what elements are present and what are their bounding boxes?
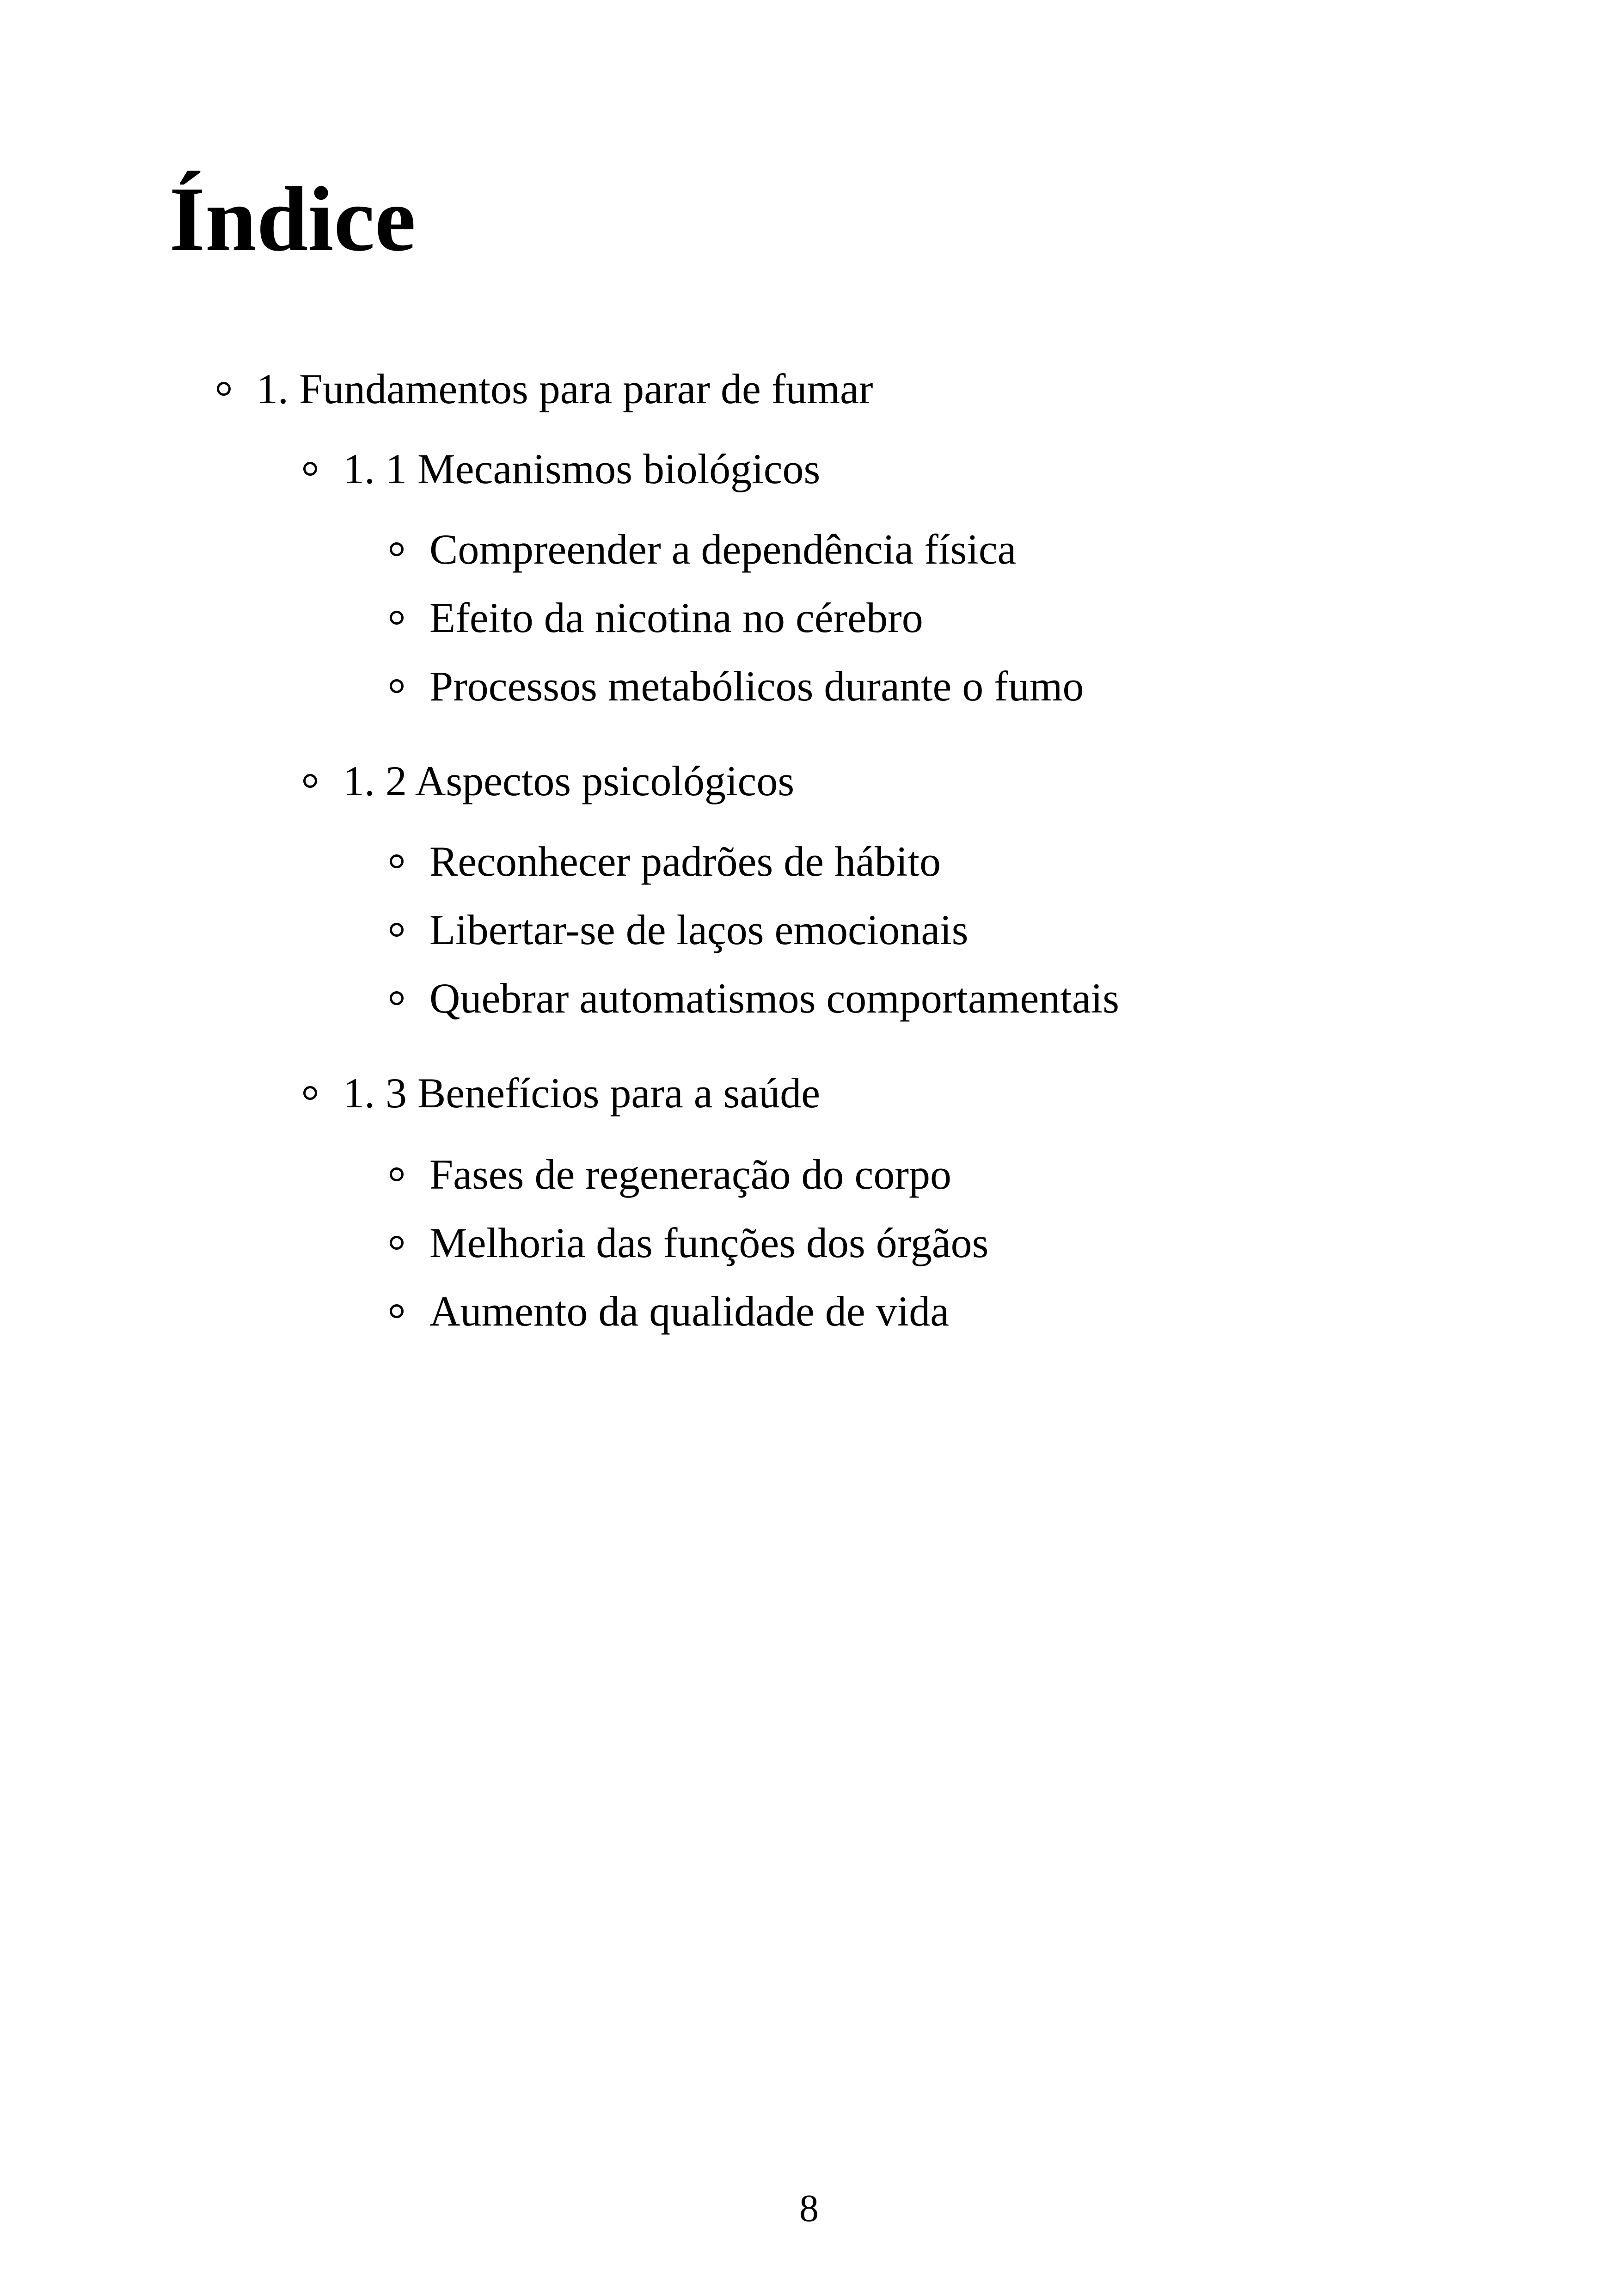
toc-item-label: 1. Fundamentos para parar de fumar [257, 365, 873, 412]
hollow-circle-bullet-icon [390, 854, 404, 868]
hollow-circle-bullet-icon [390, 923, 404, 937]
toc-item-label: 1. 1 Mecanismos biológicos [343, 445, 821, 492]
toc-item-label: Quebrar automatismos comportamentais [429, 975, 1120, 1022]
toc-item-label: Compreender a dependência física [429, 526, 1017, 573]
toc-item-label: Fases de regeneração do corpo [429, 1151, 952, 1198]
hollow-circle-bullet-icon [390, 679, 404, 693]
hollow-circle-bullet-icon [303, 462, 317, 476]
hollow-circle-bullet-icon [390, 991, 404, 1005]
toc-item-qualidade-vida[interactable] [390, 1288, 950, 1335]
hollow-circle-bullet-icon [390, 611, 404, 625]
hollow-circle-bullet-icon [303, 774, 317, 788]
toc-item-fundamentos[interactable] [217, 365, 873, 412]
toc-item-label: Processos metabólicos durante o fumo [429, 663, 1084, 710]
toc-item-label: 1. 3 Benefícios para a saúde [343, 1069, 821, 1117]
toc-item-label: Aumento da qualidade de vida [429, 1288, 950, 1335]
toc-item-mecanismos-biologicos[interactable] [303, 445, 821, 492]
toc-item-label: Libertar-se de laços emocionais [429, 906, 968, 953]
toc-item-automatismos[interactable] [390, 975, 1120, 1022]
toc-item-aspectos-psicologicos[interactable] [303, 757, 795, 804]
toc-item-beneficios-saude[interactable] [303, 1069, 821, 1117]
page-title: Índice [169, 168, 416, 270]
toc-item-efeito-nicotina[interactable] [390, 596, 923, 639]
toc-item-label: Melhoria das funções dos órgãos [429, 1219, 989, 1266]
toc-item-padroes-habito[interactable] [390, 840, 941, 883]
hollow-circle-bullet-icon [390, 1304, 404, 1318]
hollow-circle-bullet-icon [217, 382, 231, 396]
hollow-circle-bullet-icon [390, 542, 404, 556]
hollow-circle-bullet-icon [390, 1167, 404, 1181]
toc-item-label: Efeito da nicotina no cérebro [429, 594, 923, 641]
hollow-circle-bullet-icon [303, 1086, 317, 1100]
page-number: 8 [799, 2187, 819, 2230]
toc-item-lacos-emocionais[interactable] [390, 906, 968, 953]
toc-item-funcoes-orgaos[interactable] [390, 1219, 989, 1266]
toc-item-label: Reconhecer padrões de hábito [429, 838, 941, 885]
toc-item-regeneracao-corpo[interactable] [390, 1153, 951, 1196]
toc-item-processos-metabolicos[interactable] [390, 663, 1084, 710]
hollow-circle-bullet-icon [390, 1236, 404, 1250]
toc-item-label: 1. 2 Aspectos psicológicos [343, 757, 795, 804]
toc-item-dependencia-fisica[interactable] [390, 528, 1017, 571]
